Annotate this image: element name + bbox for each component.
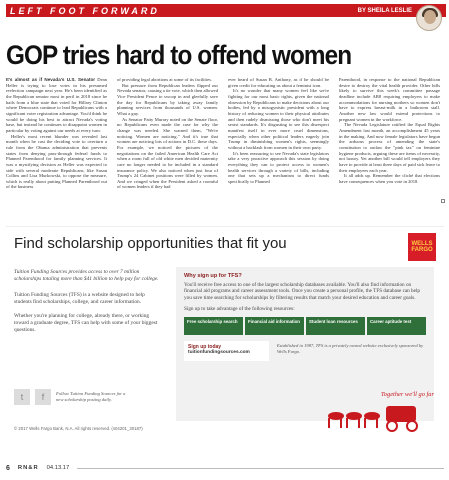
- social-follow[interactable]: [14, 389, 126, 405]
- paragraph: Parenthood, in response to the national Republican desire to destroy the vital health provider. Other bills likely to survive this week's committee passage deadline include AB8 requiring employers to make accommodations for nursing mothers so women don't have to express breast-milk in a bathroom stall. Another new law would extend protections to pregnant women in the workforce.: [339, 77, 440, 122]
- copyright: © 2017 Wells Fargo Bank, N.A. All rights reserved. (s04201_30187): [14, 426, 143, 431]
- signup-prompt: Sign up to take advantage of the following resources:: [184, 306, 295, 313]
- resource-tiles: [184, 317, 426, 335]
- issue-date: 04.13.17: [46, 465, 70, 471]
- article-column-3: [228, 77, 329, 205]
- paragraph: Heller's most recent blunder was revealed last month when he cast the deciding vote to overturn a rule from the Obama administration that prevents states from denying pass-through federal funds to Planned Parenthood for family planning services. It was a mystifying decision as Heller was expected to side with several moderate Republicans, like Susan Collins and Lisa Murkowski, to oppose the measure, which is really about putting Planned Parenthood out of the business: [6, 133, 107, 190]
- section-title: LEFT FOOT FORWARD: [10, 5, 160, 16]
- end-mark-icon: [441, 199, 445, 203]
- tile-scholarship-search[interactable]: Free scholarship search: [184, 317, 243, 335]
- tile-career-test[interactable]: Career aptitude test: [367, 317, 426, 335]
- ad-title: Find scholarship opportunities that fit you: [14, 235, 287, 252]
- wells-fargo-logo: WELLS FARGO: [408, 233, 436, 261]
- article-column-1: It's almost as if Nevada's U.S. Senator Dean Heller is trying to lose votes in his presumed reelection campaign next year. He's been identified as the Republican senator most in peril in 2018 since he hails from a blue state that voted for Hillary Clinton where Democrats continue to lead Republicans with a significant voter registration advantage. You'd think he would be doing his best to attract Nevada's voting base, but instead he continues to disappoint women in particular by voting against our needs at every turn. Heller's most recent blunder was revealed last month when he cast the deciding vote to overturn a rule from the Obama administration that prevents states from denying pass-through federal funds to Planned Parenthood for family planning services. It was a mystifying decision as Heller was expected to side with several moderate Republicans, like Susan Collins and Lisa Murkowski, to oppose the measure, which is really about putting Planned Parenthood out of the business: [6, 77, 107, 190]
- ad-paragraph: Whether you're planning for college, already there, or working toward a graduate degree, TFS can help with some of your biggest questions.: [14, 313, 158, 333]
- lead-in: It's almost as if Nevada's U.S. Senator: [6, 77, 96, 82]
- tile-financial-aid[interactable]: Financial aid information: [245, 317, 304, 335]
- paragraph: The Nevada Legislature ratified the Equal Rights Amendment last month, an accomplishment 45 years in the making. And now female legislators have begun the arduous process of amending the state's constitution to outlaw the "pink tax" on feminine hygiene products, arguing these are items of necessity, not luxury. Yet another bill would tell employers they have to provide at least three days of paid sick leave to their employees each year.: [339, 122, 440, 173]
- ad-paragraph: Tuition Funding Sources (TFS) is a website designed to help students find scholarships, college, and career information.: [14, 292, 145, 305]
- signup-row: [184, 341, 426, 361]
- paragraph: ever heard of Susan B. Anthony, as if he should be given credit for educating us about a feminist icon.: [228, 77, 329, 88]
- ad-intro: Tuition Funding Sources provides access to over 7 million scholarships totaling more than $41 billion to help pay for college.: [14, 269, 159, 282]
- twitter-icon[interactable]: t: [14, 389, 30, 405]
- established-note: Established in 1987, TFS is a privately owned website exclusively sponsored by Wells Fargo.: [276, 343, 424, 354]
- page-footer: [6, 462, 444, 474]
- advertisement[interactable]: [6, 226, 444, 450]
- panel-body: You'll receive free access to one of the largest scholarship databases available. You'll also find information on financial aid programs and career assessment tools. Once you create a personal profile, the TFS database can help you save time searching for scholarships by filtering results that match your desired education and career goals.: [184, 282, 420, 301]
- social-text: Follow Tuition Funding Sources for a new scholarship posting daily.: [56, 391, 126, 402]
- byline: BY SHEILA LESLIE: [357, 7, 412, 14]
- stagecoach-icon: [324, 402, 434, 432]
- ad-left-column: [14, 269, 162, 341]
- signup-link[interactable]: Sign up today tuitionfundingsources.com: [184, 341, 269, 361]
- section-banner: [6, 4, 446, 17]
- article-column-2: [117, 77, 218, 205]
- tile-student-loans[interactable]: Student loan resources: [306, 317, 365, 335]
- paragraph: It's been reassuring to see Nevada's state legislators take a very proactive approach this session by doing everything they can to protect access to women's health services through a variety of bills, including one that sets up a mechanism to direct funds specifically to Planned: [228, 150, 329, 184]
- paragraph: of providing legal abortions at some of its facilities.: [117, 77, 213, 82]
- paragraph: It all adds up. Remember the cliché that elections have consequences when you vote in 2018.: [339, 173, 440, 184]
- ad-tagline: Together we'll go far: [380, 391, 434, 398]
- article-headline: GOP tries hard to offend women: [6, 40, 352, 70]
- article-body: [6, 77, 440, 205]
- author-avatar: [416, 5, 442, 31]
- page-number: 6: [6, 464, 10, 472]
- paragraph: But pressure from Republican leaders flipped our Nevada senator, causing a tie vote, which then allowed Vice President Pence to swoop in and gleefully save the day for Republicans by taking away family planning services from thousands of U.S. women. What a guy.: [117, 82, 218, 116]
- signup-url[interactable]: tuitionfundingsources.com: [188, 350, 250, 356]
- paragraph: It's no wonder that many women feel like we're fighting for our most basic rights, given the national obsession by Republicans to make decisions about our bodies, led by a misogynistic president with a long history of reducing women to their physical attributes and then rudely dismissing those who don't meet his sexist standards. It's disgusting to see this disrespect manifest itself in ever more cruel dimensions, especially when other political leaders eagerly join Trump in diminishing women's rights, seemingly without a backlash from women in their own party.: [228, 88, 329, 150]
- paragraph: As Senator Patty Murray noted on the Senate floor, no Republicans even made the case for why the change was needed. She warned them, "We're noticing. Women are noticing." And it's true that women are noticing lots of actions in D.C. these days. For example, we noticed the pictures of the negotiations on the failed American Health Care Act when a room full of old white men decided maternity care no longer needed to be included in a standard insurance policy. We also noticed when just four of Trump's 24 Cabinet positions were filled by women. And we cringed when the President asked a roomful of women leaders if they had: [117, 116, 218, 190]
- panel-question: Why sign up for TFS?: [184, 273, 242, 279]
- facebook-icon[interactable]: f: [35, 389, 51, 405]
- publication-name: RN&R: [17, 465, 39, 471]
- footer-rule: [77, 468, 444, 469]
- article-column-4: [339, 77, 440, 205]
